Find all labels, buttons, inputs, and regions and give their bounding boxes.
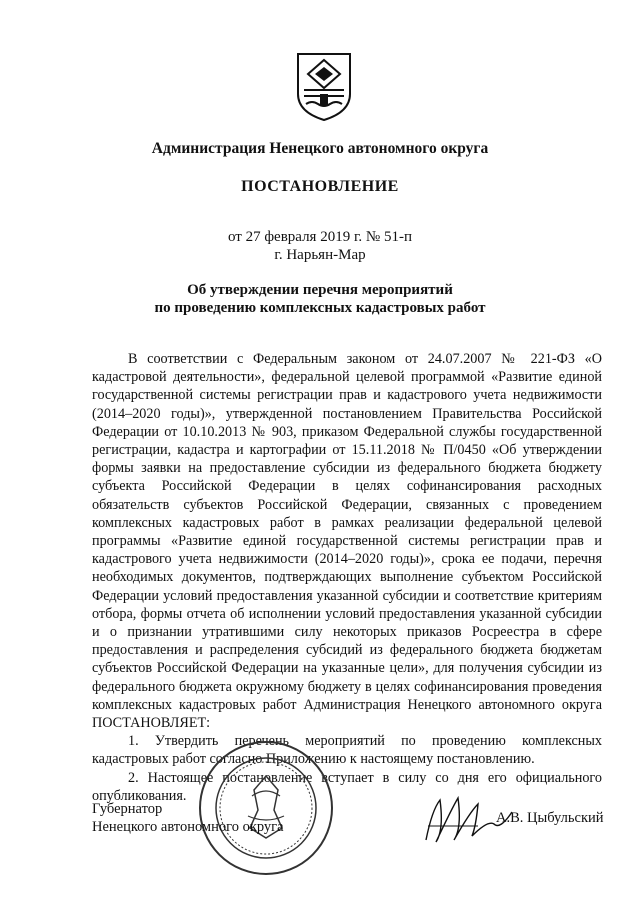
position-line-2: Ненецкого автономного округа [92, 819, 284, 835]
subject-line-1: Об утверждении перечня мероприятий [187, 282, 453, 298]
position-line-1: Губернатор [92, 801, 163, 817]
coat-of-arms-emblem [294, 50, 354, 122]
document-body [92, 350, 602, 805]
organization-title: Администрация Ненецкого автономного округа [151, 140, 489, 157]
document-type: ПОСТАНОВЛЕНИЕ [241, 178, 399, 195]
signatory-position [92, 800, 284, 836]
item-1: 1. Утвердить перечень мероприятий по проведению комплексных кадастровых работ согласно Приложению к настоящему постановлению. [92, 733, 602, 768]
city: г. Нарьян-Мар [274, 247, 366, 263]
signatory-name: А.В. Цыбульский [496, 810, 604, 826]
item-2: 2. Настоящее постановление вступает в силу со дня его официального опубликования. [92, 769, 602, 804]
date-number: от 27 февраля 2019 г. № 51-п [227, 229, 413, 245]
subject-line-2: по проведению комплексных кадастровых работ [154, 300, 486, 316]
preamble-paragraph: В соответствии с Федеральным законом от 24.07.2007 № 221-ФЗ «О кадастровой деятельности», федеральной целевой программой «Развитие единой государственной системы регистрации прав и кадастрового учета недвижимости (2014–2020 годы)», утвержденной постановлением Правительства Российской Федерации от 10.10.2013 № 903, приказом Федеральной службы государственной регистрации, кадастра и картографии от 15.11.2018 № П/0450 «Об утверждении формы заявки на предоставление субсидии из федерального бюджета бюджету субъекта Российской Федерации в целях софинансирования расходных обязательств субъектов Российской Федерации, связанных с проведением комплексных кадастровых работ в рамках реализации федеральной целевой программы «Развитие единой государственной системы регистрации прав и кадастрового учета недвижимости (2014–2020 годы)», срока ее подачи, перечня необходимых документов, подтверждающих выполнение субъектом Российской Федерации условий предоставления указанной субсидии и соответствие критериям отбора, формы отчета об исполнении условий предоставления указанной субсидии и о признании утратившими силу некоторых приказов Росреестра в сфере предоставления и распределения субсидий из федерального бюджета бюджетам субъектов Российской Федерации на указанные цели», для получения субсидии из федерального бюджета окружному бюджету в целях софинансирования проведения комплексных кадастровых работ Администрация Ненецкого автономного округа ПОСТАНОВЛЯЕТ: [92, 351, 602, 732]
